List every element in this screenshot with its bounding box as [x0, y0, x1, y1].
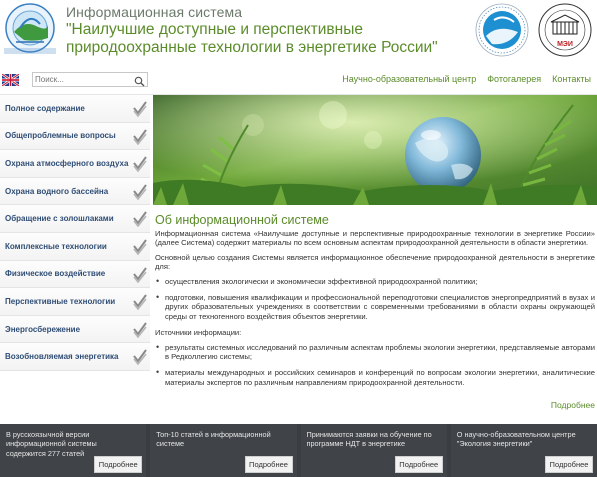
- intro-paragraph: Информационная система «Наилучшие доступные и перспективные природоохранные технологии в энергетике России» (далее Система) содержит материалы по всем основным аспектам природоохранной деятельности в области энергетики.: [155, 229, 595, 248]
- sidebar-item-water-protection[interactable]: [0, 178, 150, 206]
- sidebar-item-label: Охрана водного бассейна: [5, 186, 109, 196]
- mei-logo[interactable]: [536, 2, 594, 58]
- sidebar-item-label: Обращение с золошлаками: [5, 214, 114, 224]
- sidebar-item-full-contents[interactable]: [0, 95, 150, 123]
- info-card-text: Принимаются заявки на обучение по программе НДТ в энергетике: [306, 430, 432, 449]
- details-button[interactable]: Подробнее: [94, 456, 142, 473]
- main-content: [155, 213, 595, 394]
- sidebar-item-label: Охрана атмосферного воздуха: [5, 158, 129, 168]
- check-icon: [133, 322, 147, 338]
- info-card-training: [301, 424, 447, 477]
- info-cards-bar: [0, 424, 597, 477]
- list-item: • осуществления экологически и экономически эффективной природоохранной политики;: [155, 277, 595, 286]
- sidebar-item-label: Возобновляемая энергетика: [5, 352, 119, 362]
- sidebar-item-perspective-tech[interactable]: [0, 288, 150, 316]
- title-line-1: Информационная система: [66, 4, 243, 20]
- search-icon[interactable]: [134, 74, 145, 85]
- sidebar-item-complex-tech[interactable]: [0, 233, 150, 261]
- details-button[interactable]: Подробнее: [395, 456, 443, 473]
- sidebar-item-general-issues[interactable]: [0, 123, 150, 151]
- details-button[interactable]: Подробнее: [245, 456, 293, 473]
- hero-banner-image: [153, 95, 597, 205]
- check-icon: [133, 211, 147, 227]
- uk-flag-icon[interactable]: [2, 73, 19, 85]
- info-card-text: О научно-образовательном центре "Экология энергетики": [456, 430, 576, 449]
- system-logo[interactable]: [2, 2, 58, 56]
- sidebar-item-air-protection[interactable]: [0, 150, 150, 178]
- title-line-3: природоохранные технологии в энергетике России": [66, 39, 438, 56]
- sidebar-item-label: Физическое воздействие: [5, 269, 106, 279]
- mei-logo-text: МЭИ: [557, 41, 573, 48]
- check-icon: [133, 129, 147, 145]
- sources-heading: Источники информации:: [155, 328, 242, 338]
- nav-link-education-center[interactable]: Научно-образовательный центр: [342, 74, 477, 84]
- sidebar-menu: [0, 95, 150, 371]
- page-title: Об информационной системе: [155, 213, 329, 227]
- check-icon: [133, 294, 147, 310]
- search-input[interactable]: [35, 73, 129, 86]
- info-card-text: Топ-10 статей в информационной системе: [156, 430, 271, 449]
- goals-list: [155, 277, 595, 322]
- top-nav: [342, 74, 591, 84]
- sources-list: [155, 343, 595, 388]
- search-box: [32, 72, 148, 87]
- sidebar-item-energy-saving[interactable]: [0, 316, 150, 344]
- sidebar-item-label: Энергосбережение: [5, 324, 81, 334]
- check-icon: [133, 239, 147, 255]
- site-header: [0, 0, 597, 66]
- goal-paragraph: Основной целью создания Системы является информационное обеспечение природоохранной деятельности в энергетике для:: [155, 252, 595, 272]
- list-item: • результаты системных исследований по различным аспектам проблемы экологии энергетики, представляемые авторами в Редколлегию системы;: [155, 343, 595, 362]
- check-icon: [133, 156, 147, 172]
- sidebar-item-ash-slag[interactable]: [0, 205, 150, 233]
- nav-link-photo-gallery[interactable]: Фотогалерея: [487, 74, 542, 84]
- sidebar-item-label: Общепроблемные вопросы: [5, 131, 116, 141]
- ecology-energy-logo[interactable]: [474, 2, 530, 58]
- check-icon: [133, 267, 147, 283]
- check-icon: [133, 349, 147, 365]
- site-title: [66, 4, 446, 56]
- check-icon: [133, 101, 147, 117]
- sidebar-item-label: Перспективные технологии: [5, 296, 116, 306]
- nav-link-contacts[interactable]: Контакты: [552, 74, 591, 84]
- list-item: • подготовки, повышения квалификации и профессиональной переподготовки специалистов энергопредприятий в вузах и других образовательных учреждениях в соответствии с современными требованиями в области охраны окружающей среды от техногенного воздействия объектов энергетики.: [155, 293, 595, 321]
- info-card-text: В русскоязычной версии информационной системы содержится 277 статей: [6, 430, 97, 458]
- sidebar-item-physical-impact[interactable]: [0, 261, 150, 289]
- list-item: • материалы международных и российских семинаров и конференций по вопросам экологии энергетики, аналитические материалы экспертов по различным направлениям природоохранной деятельности.: [155, 368, 595, 387]
- title-line-2: "Наилучшие доступные и перспективные: [66, 21, 363, 38]
- sidebar-item-label: Полное содержание: [5, 103, 85, 113]
- check-icon: [133, 184, 147, 200]
- info-card-about-center: [451, 424, 597, 477]
- info-card-top10: [150, 424, 296, 477]
- read-more-link[interactable]: Подробнее: [550, 400, 595, 410]
- sidebar-item-label: Комплексные технологии: [5, 241, 107, 251]
- details-button[interactable]: Подробнее: [545, 456, 593, 473]
- info-card-articles-count: [0, 424, 146, 477]
- sidebar-item-renewable-energy[interactable]: [0, 343, 150, 371]
